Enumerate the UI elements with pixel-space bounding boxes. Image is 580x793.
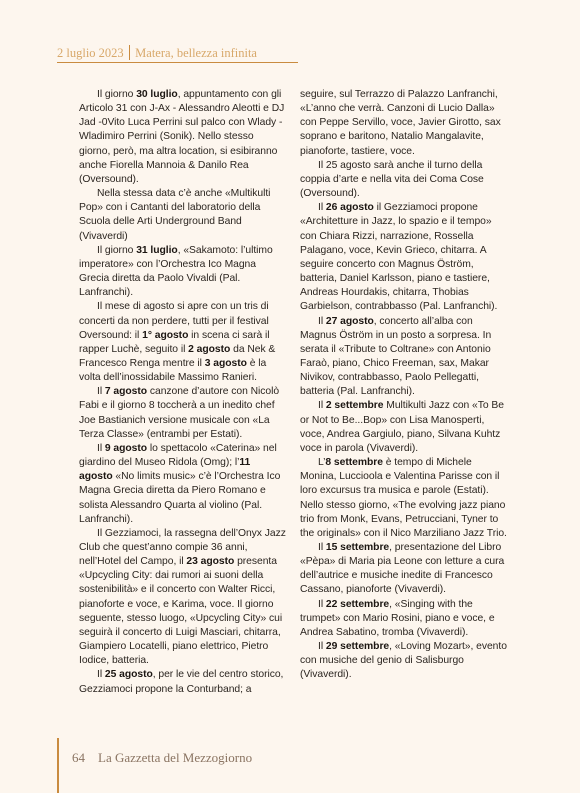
paragraph-text: «No limits music» c’è l’Orchestra Ico Magna Grecia diretta da Piero Romano e solista Alessandro Quarta al violino (Pal. Lanfranchi). xyxy=(79,471,281,525)
article-paragraph xyxy=(300,88,507,159)
paragraph-text: è tempo di Michele Monina, Luccioola e Valentina Parisse con il loro excursus tra musica e parole (Estati). Nello stesso giorno, «The evolving jazz piano trio from Monk, Evans, Petrucciani, Tyner to the originals» con il Nico Marziliano Jazz Trio. xyxy=(300,457,507,539)
paragraph-text: Il xyxy=(97,669,105,681)
article-paragraph xyxy=(300,315,507,400)
article-column-left xyxy=(79,88,286,697)
event-date: 15 settembre xyxy=(325,542,390,553)
paragraph-text: canzone d’autore con Nicolò Fabi e il giorno 8 toccherà a un inedito chef Joe Bastianich versione musicale con «La Terza Classe» (entrambi per Estati). xyxy=(79,386,280,440)
paragraph-text: , appuntamento con gli Articolo 31 con J-Ax - Alessandro Aleotti e DJ Jad -0Vito Luca Perrini sul palco con Wlady - Wladimiro Perrini (Sonik). Nello stesso giorno, però, ma altra location, si esibiranno anche Fiorella Mannoia & Danilo Rea (Oversound). xyxy=(79,89,285,185)
paragraph-text: Il Gezziamoci, la rassegna dell’Onyx Jazz Club che quest’anno compie 36 anni, nell’Hotel del Campo, il xyxy=(79,527,286,568)
event-date: 3 agosto xyxy=(204,357,247,369)
paragraph-text: Il xyxy=(97,442,105,454)
paragraph-text: seguire, sul Terrazzo di Palazzo Lanfranchi, «L’anno che verrà. Canzoni di Lucio Dalla» con Peppe Servillo, voce, Javier Girotto, sax soprano e baritono, Natalio Mangalavite, pianoforte, tastiere, voce. xyxy=(300,89,501,157)
paragraph-text: , «Sakamoto: l’ultimo imperatore» con l’Orchestra Ico Magna Grecia diretta da Paolo Vivaldi (Pal. Lanfranchi). xyxy=(79,244,273,299)
paragraph-text: Il xyxy=(318,542,326,553)
paragraph-text: Il xyxy=(97,386,105,398)
paragraph-text: Il mese di agosto si apre con un tris di concerti da non perdere, tutti per il festival Oversound: il xyxy=(79,301,269,341)
article-paragraph xyxy=(300,640,507,682)
article-paragraph xyxy=(79,385,286,442)
event-date: 29 settembre xyxy=(325,641,390,653)
paragraph-text: Il xyxy=(318,202,326,214)
event-date: 7 agosto xyxy=(104,386,148,398)
paragraph-text: Il 25 agosto sarà anche il turno della coppia d’arte e nella vita dei Coma Cose (Oversound). xyxy=(300,159,484,200)
article-paragraph xyxy=(300,541,507,598)
event-date: 31 luglio xyxy=(136,244,178,256)
article-paragraph xyxy=(79,527,286,669)
page-footer xyxy=(72,750,252,766)
paragraph-text: L’ xyxy=(318,457,326,469)
header-section-title: Matera, bellezza infinita xyxy=(135,46,257,60)
paragraph-text: presenta «Upcycling City: dai rumori ai suoni della sostenibilità» e il concerto con Walter Ricci, pianoforte e voce, e Karima, voce. Il giorno seguente, stesso luogo, «Upcycling City» cui seguirà il concerto di Luigi Masciari, chitarra, Giampiero Locatelli, piano elettrico, Pietro Iodice, batteria. xyxy=(79,556,283,667)
event-date: 9 agosto xyxy=(104,442,148,454)
article-paragraph xyxy=(79,244,286,301)
publication-name: La Gazzetta del Mezzogiorno xyxy=(98,750,253,765)
header-rule xyxy=(57,62,298,63)
event-date: 30 luglio xyxy=(136,89,178,100)
paragraph-text: Il xyxy=(318,315,326,327)
event-date: 8 settembre xyxy=(325,457,383,469)
article-paragraph xyxy=(300,456,507,541)
header-date: 2 luglio 2023 xyxy=(57,46,124,60)
event-date: 1° agosto xyxy=(142,329,189,341)
article-paragraph xyxy=(79,88,286,187)
article-paragraph xyxy=(79,442,286,527)
paragraph-text: , concerto all’alba con Magnus Öström in un posto a sorpresa. In serata il «Tribute to Coltrane» con Antonio Faraò, piano, Chico Freeman, sax, Makar Nivikov, contrabbasso, Paolo Pellegatti, batteria (Pal. Lanfranchi). xyxy=(300,315,492,398)
event-date: 2 agosto xyxy=(188,343,231,355)
paragraph-text: Il xyxy=(318,598,326,610)
article-paragraph xyxy=(79,300,286,385)
running-header xyxy=(57,45,297,61)
article-paragraph xyxy=(79,668,286,696)
paragraph-text: , «Loving Mozart», evento con musiche del genio di Salisburgo (Vivaverdi). xyxy=(300,641,507,681)
footer-rule xyxy=(57,738,59,793)
event-date: 23 agosto xyxy=(186,556,235,568)
event-date: 11 agosto xyxy=(79,457,251,483)
paragraph-text: Il xyxy=(318,400,326,412)
paragraph-text: , «Singing with the trumpet» con Mario Rosini, piano e voce, e Andrea Sabatino, tromba (Vivaverdi). xyxy=(300,598,495,638)
paragraph-text: è la volta dell’inossidabile Massimo Ranieri. xyxy=(79,357,267,384)
paragraph-text: , per le vie del centro storico, Gezziamoci propone la Conturband; a xyxy=(79,669,284,695)
paragraph-text: , presentazione del Libro «Pèpa» di Maria pia Leone con letture a cura dell’autrice e musiche inedite di Francesco Cassano, pianoforte (Vivaverdi). xyxy=(300,542,505,596)
paragraph-text: Il xyxy=(318,641,326,653)
article-paragraph xyxy=(79,187,286,244)
paragraph-text: Il giorno xyxy=(97,244,137,256)
paragraph-text: in scena ci sarà il rapper Luchè, seguito il xyxy=(79,329,270,355)
event-date: 26 agosto xyxy=(325,202,374,214)
paragraph-text: Il giorno xyxy=(97,89,137,100)
article-paragraph xyxy=(300,598,507,640)
header-separator xyxy=(129,45,131,60)
paragraph-text: Multikulti Jazz con «To Be or Not to Be...Bop» con Lisa Manosperti, voce, Andrea Gargiulo, piano, Silvana Kuhtz voce in parola (Vivaverdi). xyxy=(300,400,504,454)
page-number: 64 xyxy=(72,750,85,765)
article-column-right xyxy=(300,88,507,683)
article-paragraph xyxy=(300,399,507,456)
article-paragraph xyxy=(300,201,507,314)
paragraph-text: il Gezziamoci propone «Architetture in Jazz, lo spazio e il tempo» con Chiara Rizzi, narrazione, Rossella Palagano, voce, Kevin Grieco, chitarra. A seguire concerto con Magnus Öström, batteria, Daniel Karlsson, piano e tastiere, Andreas Hourdakis, chitarra, Thobias Garbielson, contrabbasso (Pal. Lanfranchi). xyxy=(300,202,498,313)
event-date: 2 settembre xyxy=(325,400,384,412)
paragraph-text: Nella stessa data c’è anche «Multikulti Pop» con i Cantanti del laboratorio della Scuola delle Arti Underground Band (Vivaverdi) xyxy=(79,188,271,242)
event-date: 25 agosto xyxy=(104,669,153,681)
event-date: 22 settembre xyxy=(325,598,390,610)
event-date: 27 agosto xyxy=(325,315,374,327)
article-paragraph xyxy=(300,159,507,201)
paragraph-text: lo spettacolo «Caterina» nel giardino del Museo Ridola (Omg); l’ xyxy=(79,442,277,469)
paragraph-text: da Nek & Francesco Renga mentre il xyxy=(79,343,276,369)
